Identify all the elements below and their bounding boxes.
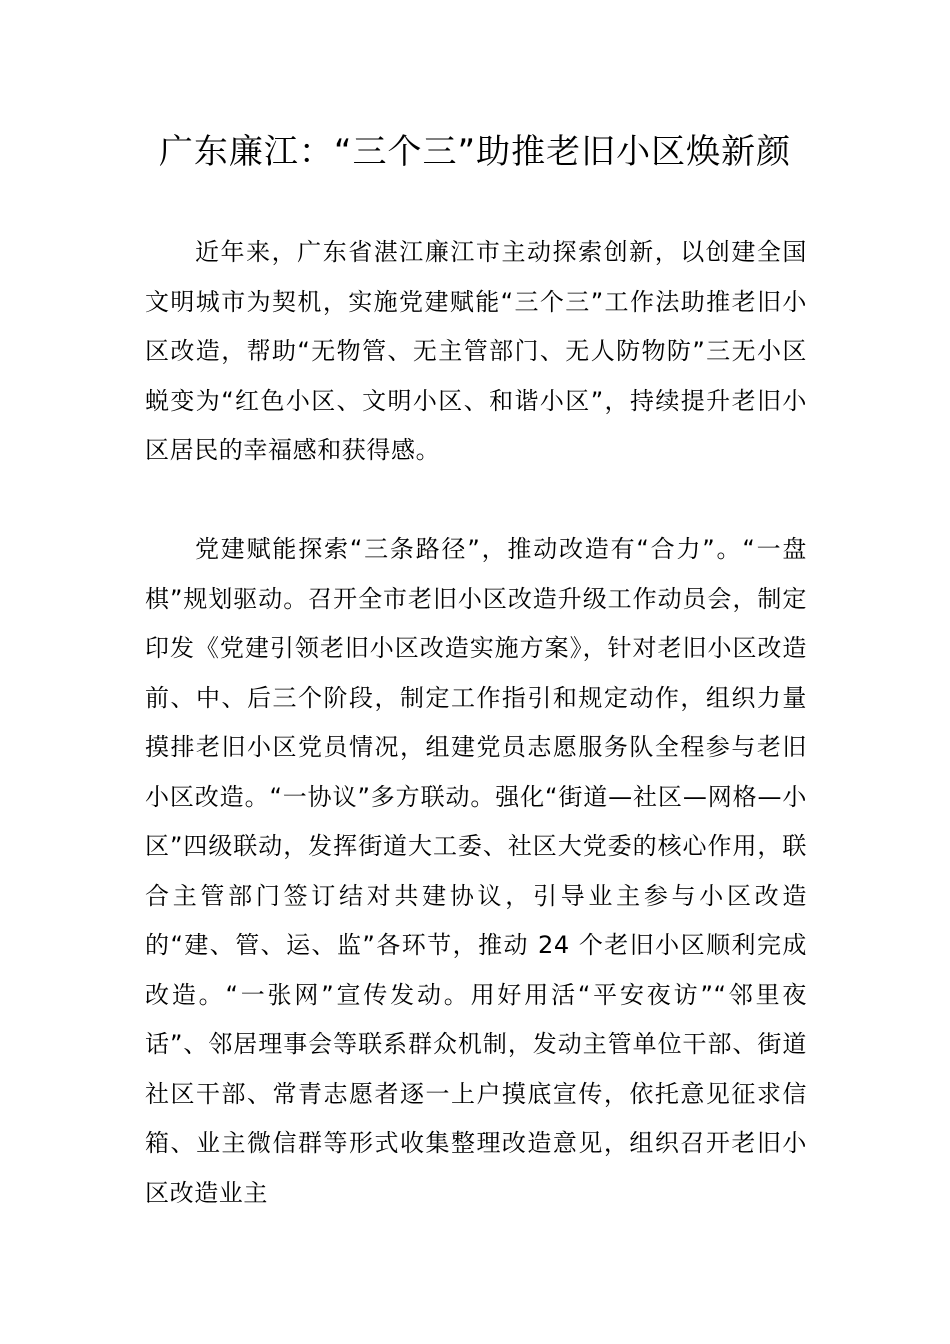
paragraph-intro: 近年来，广东省湛江廉江市主动探索创新，以创建全国文明城市为契机，实施党建赋能“三个三”工作法助推老旧小区改造，帮助“无物管、无主管部门、无人防物防”三无小区蜕变为“红色小区、文明小区、和谐小区”，持续提升老旧小区居民的幸福感和获得感。 — [145, 238, 807, 464]
document-title: 广东廉江：“三个三”助推老旧小区焕新颜 — [158, 132, 792, 172]
paragraph-party-building: 党建赋能探索“三条路径”，推动改造有“合力”。“一盘棋”规划驱动。召开全市老旧小区改造升级工作动员会，制定印发《党建引领老旧小区改造实施方案》，针对老旧小区改造前、中、后三个阶段，制定工作指引和规定动作，组织力量摸排老旧小区党员情况，组建党员志愿服务队全程参与老旧小区改造。“一协议”多方联动。强化“街道—社区—网格—小区”四级联动，发挥街道大工委、社区大党委的核心作用，联合主管部门签订结对共建协议，引导业主参与小区改造的“建、管、运、监”各环节，推动 24 个老旧小区顺利完成改造。“一张网”宣传发动。用好用活“平安夜访”“邻里夜话”、邻居理事会等联系群众机制，发动主管单位干部、街道社区干部、常青志愿者逐一上户摸底宣传，依托意见征求信箱、业主微信群等形式收集整理改造意见，组织召开老旧小区改造业主 — [145, 535, 807, 1207]
